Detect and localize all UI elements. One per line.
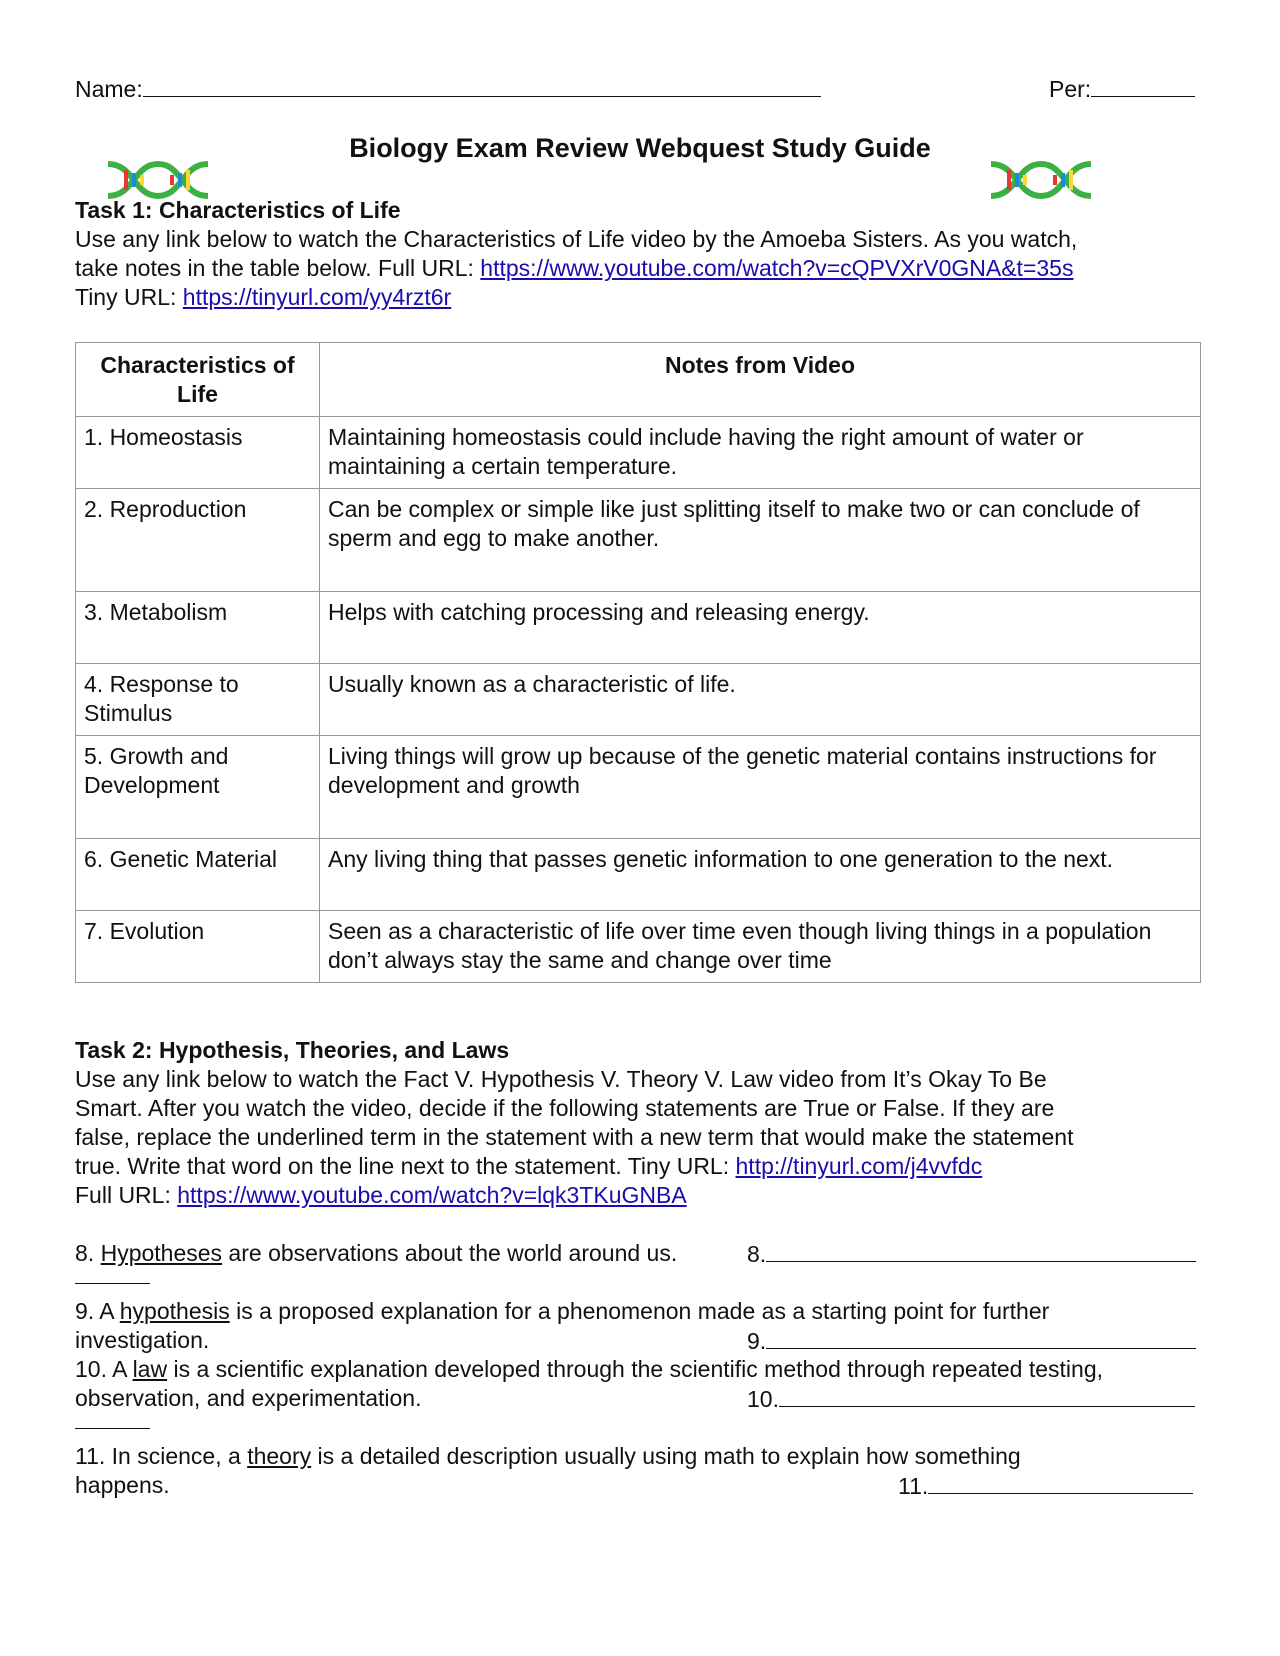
period-label: Per: — [1049, 76, 1092, 102]
task2-heading: Task 2: Hypothesis, Theories, and Laws — [75, 1037, 510, 1063]
q10-answer-blank-continued[interactable] — [75, 1428, 150, 1429]
q10-number: 10. A — [75, 1356, 133, 1382]
question-10 — [75, 1355, 1103, 1384]
notes-cell[interactable]: Seen as a characteristic of life over time even though living things in a population don’t always stay the same and change over time — [320, 911, 1201, 983]
q9-underlined-term: hypothesis — [119, 1298, 230, 1324]
question-9 — [75, 1297, 1049, 1326]
q9-answer-label: 9. — [747, 1328, 767, 1354]
page-title: Biology Exam Review Webquest Study Guide — [349, 133, 931, 163]
header-characteristics: Characteristics of Life — [76, 343, 320, 417]
q8-answer[interactable] — [747, 1239, 1196, 1269]
q11-line2: happens. — [75, 1472, 170, 1498]
task1-tiny-label: Tiny URL: — [75, 284, 183, 310]
table-row — [76, 664, 1201, 736]
table-row — [76, 417, 1201, 489]
characteristics-table — [75, 342, 1201, 983]
task2-paragraph-line1: Use any link below to watch the Fact V. Hypothesis V. Theory V. Law video from It’s Okay To Be — [75, 1066, 1047, 1092]
period-field[interactable] — [1049, 74, 1195, 104]
q9-answer[interactable] — [747, 1326, 1196, 1356]
name-label: Name: — [75, 76, 143, 102]
task1-tiny-url-link[interactable]: https://tinyurl.com/yy4rzt6r — [182, 284, 452, 310]
task2-full-label: Full URL: — [75, 1182, 178, 1208]
q10-answer[interactable] — [747, 1384, 1195, 1414]
q10-text: is a scientific explanation developed through the scientific method through repeated testing, — [167, 1356, 1104, 1382]
q10-answer-label: 10. — [747, 1386, 779, 1412]
task1-tiny-url-line — [75, 283, 451, 312]
table-row — [76, 592, 1201, 664]
question-8 — [75, 1239, 677, 1268]
q9-text: is a proposed explanation for a phenomenon made as a starting point for further — [229, 1298, 1050, 1324]
q9-number: 9. A — [75, 1298, 120, 1324]
characteristic-cell: 5. Growth and Development — [76, 736, 320, 839]
characteristic-cell: 2. Reproduction — [76, 489, 320, 592]
q11-number: 11. In science, a — [75, 1443, 248, 1469]
q11-underlined-term: theory — [247, 1443, 312, 1469]
question-11 — [75, 1442, 1021, 1471]
characteristic-cell: 3. Metabolism — [76, 592, 320, 664]
q11-answer-label: 11. — [898, 1473, 929, 1499]
notes-cell[interactable]: Living things will grow up because of the genetic material contains instructions for development and growth — [320, 736, 1201, 839]
characteristic-cell: 7. Evolution — [76, 911, 320, 983]
q10-underlined-term: law — [132, 1356, 168, 1382]
q10-line2: observation, and experimentation. — [75, 1385, 422, 1411]
characteristic-cell: 4. Response to Stimulus — [76, 664, 320, 736]
q8-number: 8. — [75, 1240, 101, 1266]
notes-cell[interactable]: Any living thing that passes genetic information to one generation to the next. — [320, 839, 1201, 911]
notes-cell[interactable]: Usually known as a characteristic of life. — [320, 664, 1201, 736]
table-row — [76, 736, 1201, 839]
characteristic-cell: 1. Homeostasis — [76, 417, 320, 489]
notes-cell[interactable]: Maintaining homeostasis could include having the right amount of water or maintaining a certain temperature. — [320, 417, 1201, 489]
q11-text: is a detailed description usually using math to explain how something — [311, 1443, 1021, 1469]
table-row — [76, 489, 1201, 592]
task1-instructions-line1: Use any link below to watch the Characteristics of Life video by the Amoeba Sisters. As you watch, — [75, 226, 1078, 252]
name-field[interactable] — [75, 74, 821, 104]
task2-full-url-link[interactable]: https://www.youtube.com/watch?v=lqk3TKuGNBA — [177, 1182, 687, 1208]
task2-tiny-url-link[interactable]: http://tinyurl.com/j4vvfdc — [735, 1153, 983, 1179]
name-blank[interactable] — [143, 74, 821, 97]
task2-paragraph-line3: false, replace the underlined term in the statement with a new term that would make the statement — [75, 1124, 1074, 1150]
table-row — [76, 839, 1201, 911]
q9-answer-blank[interactable] — [766, 1326, 1196, 1349]
q8-underlined-term: Hypotheses — [100, 1240, 223, 1266]
q8-answer-blank[interactable] — [766, 1239, 1196, 1262]
task2-paragraph-line4 — [75, 1152, 982, 1181]
notes-cell[interactable]: Can be complex or simple like just splitting itself to make two or can conclude of sperm and egg to make another. — [320, 489, 1201, 592]
table-header-row — [76, 343, 1201, 417]
task2-full-url-line — [75, 1181, 687, 1210]
table-row — [76, 911, 1201, 983]
q8-answer-label: 8. — [747, 1241, 767, 1267]
notes-cell[interactable]: Helps with catching processing and releasing energy. — [320, 592, 1201, 664]
q8-answer-blank-continued[interactable] — [75, 1283, 150, 1284]
task1-instructions-line2 — [75, 254, 1073, 283]
header-notes: Notes from Video — [320, 343, 1201, 417]
q11-answer[interactable] — [898, 1471, 1193, 1501]
task1-full-url-link[interactable]: https://www.youtube.com/watch?v=cQPVXrV0GNA&t=35s — [480, 255, 1074, 281]
q9-line2: investigation. — [75, 1327, 210, 1353]
task1-instructions-text: take notes in the table below. Full URL: — [75, 255, 481, 281]
q10-answer-blank[interactable] — [779, 1384, 1195, 1407]
characteristic-cell: 6. Genetic Material — [76, 839, 320, 911]
dna-icon — [987, 158, 1095, 202]
q11-answer-blank[interactable] — [928, 1471, 1193, 1494]
q8-text: are observations about the world around us. — [222, 1240, 678, 1266]
task1-heading: Task 1: Characteristics of Life — [75, 197, 401, 223]
task2-paragraph-line2: Smart. After you watch the video, decide if the following statements are True or False. If they are — [75, 1095, 1055, 1121]
task2-paragraph-text: true. Write that word on the line next to the statement. Tiny URL: — [75, 1153, 736, 1179]
period-blank[interactable] — [1091, 74, 1195, 97]
